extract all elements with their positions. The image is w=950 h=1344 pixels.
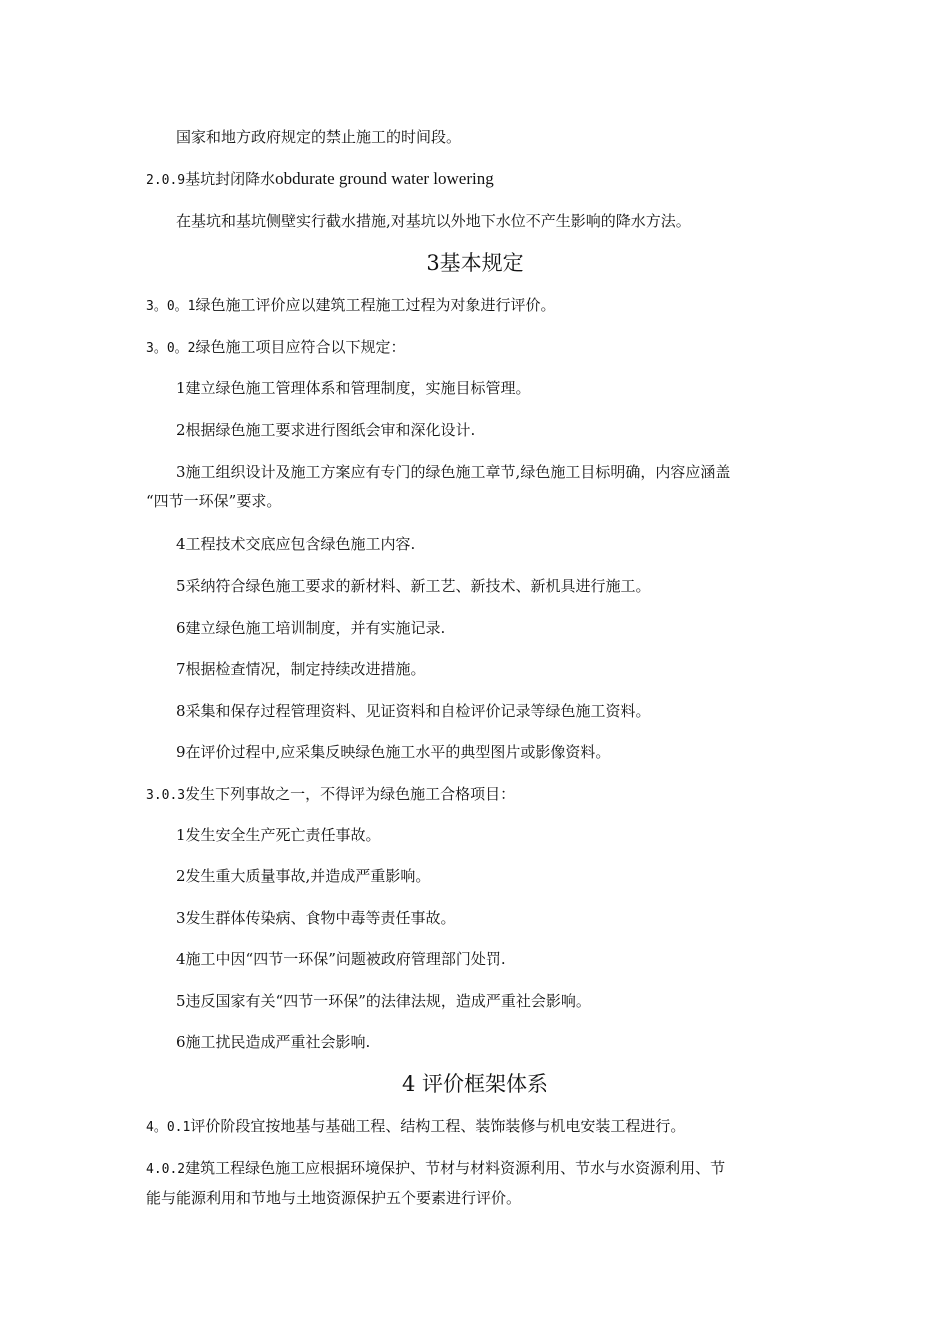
- clause-number: 3.0.3: [146, 788, 186, 803]
- list-item: 5采纳符合绿色施工要求的新材料、新工艺、新技术、新机具进行施工。: [176, 577, 651, 595]
- clause-title-cn: 基坑封闭降水: [185, 170, 276, 188]
- list-item: 5违反国家有关“四节一环保”的法律法规，造成严重社会影响。: [176, 992, 591, 1010]
- clause-text: 建筑工程绿色施工应根据环境保护、节材与材料资源利用、节水与水资源利用、节: [185, 1159, 726, 1177]
- list-item: 1建立绿色施工管理体系和管理制度，实施目标管理。: [176, 379, 531, 397]
- clause-number: 4。0.1: [146, 1120, 191, 1135]
- clause-title-en: obdurate ground water lowering: [275, 169, 494, 188]
- clause-4-0-1: [146, 1116, 685, 1138]
- clause-continuation: 能与能源利用和节地与土地资源保护五个要素进行评价。: [146, 1189, 522, 1207]
- list-item: 2发生重大质量事故,并造成严重影响。: [176, 867, 431, 885]
- clause-text: 发生下列事故之一，不得评为绿色施工合格项目：: [185, 785, 516, 803]
- list-item: 1发生安全生产死亡责任事故。: [176, 826, 381, 844]
- list-item: 6施工扰民造成严重社会影响.: [176, 1033, 371, 1051]
- clause-number: 3。0。1: [146, 299, 196, 314]
- list-item: 8采集和保存过程管理资料、见证资料和自检评价记录等绿色施工资料。: [176, 702, 651, 720]
- section-heading-3: 3基本规定: [426, 251, 524, 275]
- paragraph-text: 国家和地方政府规定的禁止施工的时间段。: [176, 128, 462, 146]
- clause-number: 3。0。2: [146, 341, 196, 356]
- list-item: 3施工组织设计及施工方案应有专门的绿色施工章节,绿色施工目标明确，内容应涵盖: [176, 463, 731, 481]
- clause-number: 4.0.2: [146, 1162, 186, 1177]
- clause-text: 绿色施工评价应以建筑工程施工过程为对象进行评价。: [195, 296, 556, 314]
- list-item: 4工程技术交底应包含绿色施工内容.: [176, 535, 416, 553]
- list-item: 9在评价过程中,应采集反映绿色施工水平的典型图片或影像资料。: [176, 743, 611, 761]
- paragraph-text: 在基坑和基坑侧壁实行截水措施,对基坑以外地下水位不产生影响的降水方法。: [176, 212, 691, 230]
- section-heading-4: 4 评价框架体系: [401, 1072, 549, 1096]
- paragraph-line: [176, 127, 461, 147]
- clause-4-0-2: [146, 1158, 725, 1180]
- clause-text: 绿色施工项目应符合以下规定：: [195, 338, 406, 356]
- list-item: 7根据检查情况，制定持续改进措施。: [176, 660, 426, 678]
- clause-text: 评价阶段宜按地基与基础工程、结构工程、装饰装修与机电安装工程进行。: [190, 1117, 686, 1135]
- clause-3-0-1: [146, 295, 556, 317]
- clause-2-0-9: [146, 169, 494, 191]
- clause-3-0-2: [146, 337, 406, 359]
- list-item: 6建立绿色施工培训制度，并有实施记录.: [176, 619, 446, 637]
- list-item: 2根据绿色施工要求进行图纸会审和深化设计.: [176, 421, 476, 439]
- clause-3-0-3: [146, 784, 515, 806]
- list-item: 3发生群体传染病、食物中毒等责任事故。: [176, 909, 456, 927]
- list-item: 4施工中因“四节一环保”问题被政府管理部门处罚.: [176, 950, 506, 968]
- list-item-continuation: “四节一环保”要求。: [146, 492, 282, 510]
- clause-number: 2.0.9: [146, 173, 186, 188]
- paragraph-line: [176, 211, 691, 231]
